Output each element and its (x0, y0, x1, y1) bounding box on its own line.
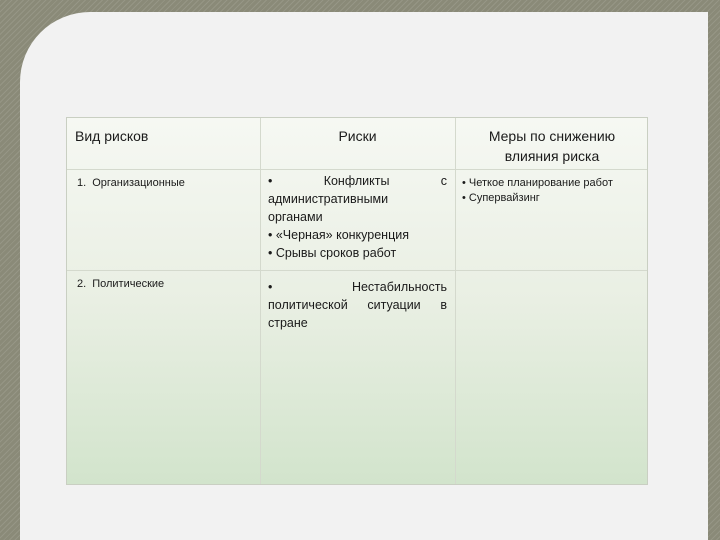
column-divider (260, 118, 261, 484)
row-1-type-label: Организационные (92, 177, 185, 189)
row-1-type (77, 176, 185, 191)
row-2-type-label: Политические (92, 278, 165, 290)
row-2-risks (268, 278, 447, 332)
header-risk-type: Вид рисков (75, 128, 149, 144)
risk-line: стране (268, 316, 308, 330)
bullet: • (268, 280, 273, 294)
risk-text: политической ситуации в (268, 298, 447, 312)
header-measures: Меры по снижению влияния риска (488, 128, 616, 164)
risk-text: Конфликты (323, 174, 390, 188)
risk-table (66, 117, 648, 485)
risk-text: Нестабильность (351, 280, 447, 294)
risk-line: • Срывы сроков работ (268, 246, 397, 260)
header-risks: Риски (338, 128, 377, 144)
risk-line: органами (268, 210, 323, 224)
row-1-measures (462, 176, 613, 206)
risk-line: • «Черная» конкуренция (268, 228, 409, 242)
row-2-type (77, 277, 164, 292)
risk-text: с (440, 174, 447, 188)
row-1-number: 1. (77, 177, 87, 189)
measure-item: • Супервайзинг (462, 192, 540, 204)
risk-line (268, 278, 447, 296)
risk-line: административными (268, 192, 389, 206)
risk-line (268, 172, 447, 190)
row-divider (67, 169, 647, 170)
bullet: • (268, 174, 273, 188)
risk-line (268, 296, 447, 314)
row-2-number: 2. (77, 278, 87, 290)
row-1-risks (268, 172, 447, 262)
column-divider (455, 118, 456, 484)
measure-item: • Четкое планирование работ (462, 177, 613, 189)
row-divider (67, 270, 647, 271)
